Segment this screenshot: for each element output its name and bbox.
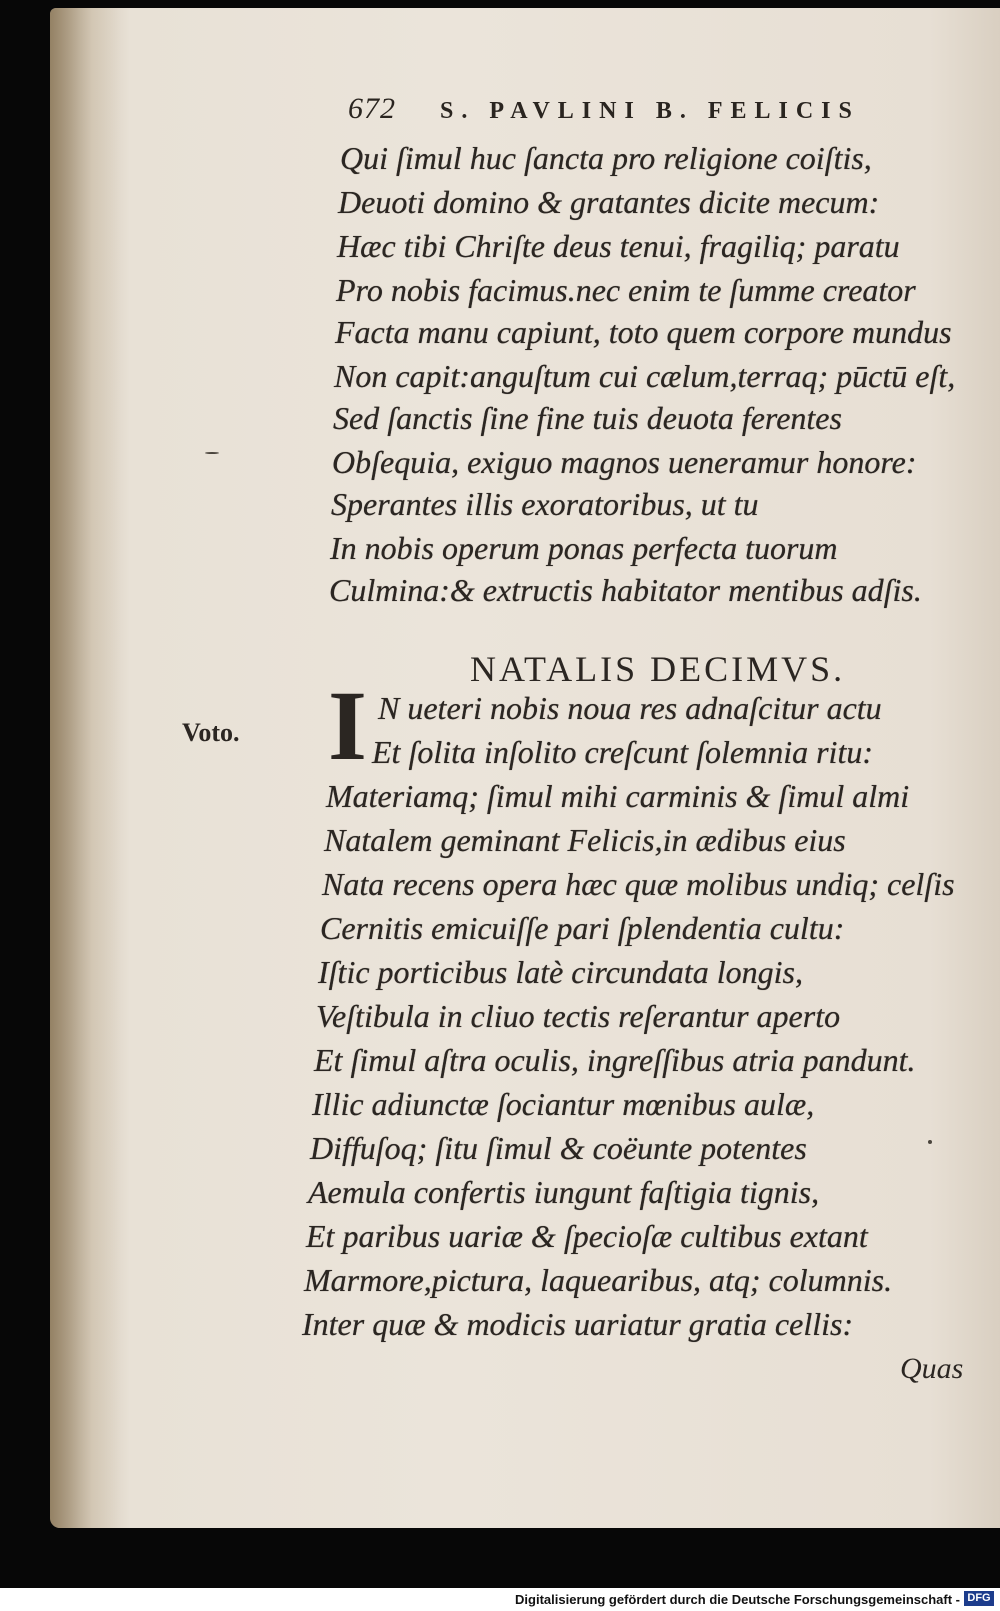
verse-line: Qui ſimul huc ſancta pro religione coiſtis, (340, 140, 872, 176)
verse-line: Natalem geminant Felicis,in ædibus eius (324, 822, 846, 858)
marginal-note: Voto. (182, 718, 240, 747)
verse-line: Sperantes illis exoratoribus, ut tu (331, 486, 759, 522)
ink-speck (928, 1140, 932, 1144)
verse-line: Iſtic porticibus latè circundata longis, (318, 954, 803, 990)
footer-credit: Digitalisierung gefördert durch die Deutsche Forschungsgemeinschaft - (515, 1592, 960, 1607)
section-title: NATALIS DECIMVS. (470, 649, 846, 689)
verse-line: Hæc tibi Chriſte deus tenui, fragiliq; paratu (337, 228, 900, 264)
page-number: 672 (348, 92, 396, 125)
verse-line: Non capit:anguſtum cui cælum,terraq; pūctū eſt, (334, 358, 956, 394)
ink-speck (205, 452, 219, 454)
verse-line: Culmina:& extructis habitator mentibus adſis. (329, 572, 922, 608)
verse-line: Sed ſanctis ſine fine tuis deuota ferentes (333, 400, 842, 436)
verse-line: Et ſolita inſolito creſcunt ſolemnia ritu: (372, 734, 873, 770)
verse-line: Nata recens opera hæc quæ molibus undiq; celſis (322, 866, 955, 902)
drop-cap: I (328, 670, 367, 781)
verse-line: Pro nobis facimus.nec enim te ſumme creator (336, 272, 916, 308)
verse-line: Facta manu capiunt, toto quem corpore mundus (335, 314, 952, 350)
verse-line: Et ſimul aſtra oculis, ingreſſibus atria pandunt. (314, 1042, 916, 1078)
verse-line: Cernitis emicuiſſe pari ſplendentia cultu: (320, 910, 845, 946)
verse-line-first: N ueteri nobis noua res adnaſcitur actu (378, 690, 882, 726)
verse-line: Marmore,pictura, laquearibus, atq; columnis. (304, 1262, 893, 1298)
running-head: S. PAVLINI B. FELICIS (440, 98, 860, 124)
verse-line: Inter quæ & modicis uariatur gratia cellis: (302, 1306, 854, 1342)
verse-line: Et paribus uariæ & ſpecioſæ cultibus extant (306, 1218, 868, 1254)
verse-line: Veſtibula in cliuo tectis reſerantur aperto (316, 998, 841, 1034)
verse-line: In nobis operum ponas perfecta tuorum (330, 530, 838, 566)
verse-line: Deuoti domino & gratantes dicite mecum: (338, 184, 880, 220)
catchword: Quas (900, 1352, 964, 1385)
verse-line: Materiamq; ſimul mihi carminis & ſimul almi (326, 778, 910, 814)
verse-line: Aemula confertis iungunt faſtigia tignis, (308, 1174, 820, 1210)
verse-line: Diffuſoq; ſitu ſimul & coëunte potentes (310, 1130, 807, 1166)
dfg-logo-icon: DFG (964, 1591, 994, 1606)
verse-line: Illic adiunctæ ſociantur mœnibus aulæ, (312, 1086, 815, 1122)
verse-line: Obſequia, exiguo magnos ueneramur honore: (332, 444, 917, 480)
